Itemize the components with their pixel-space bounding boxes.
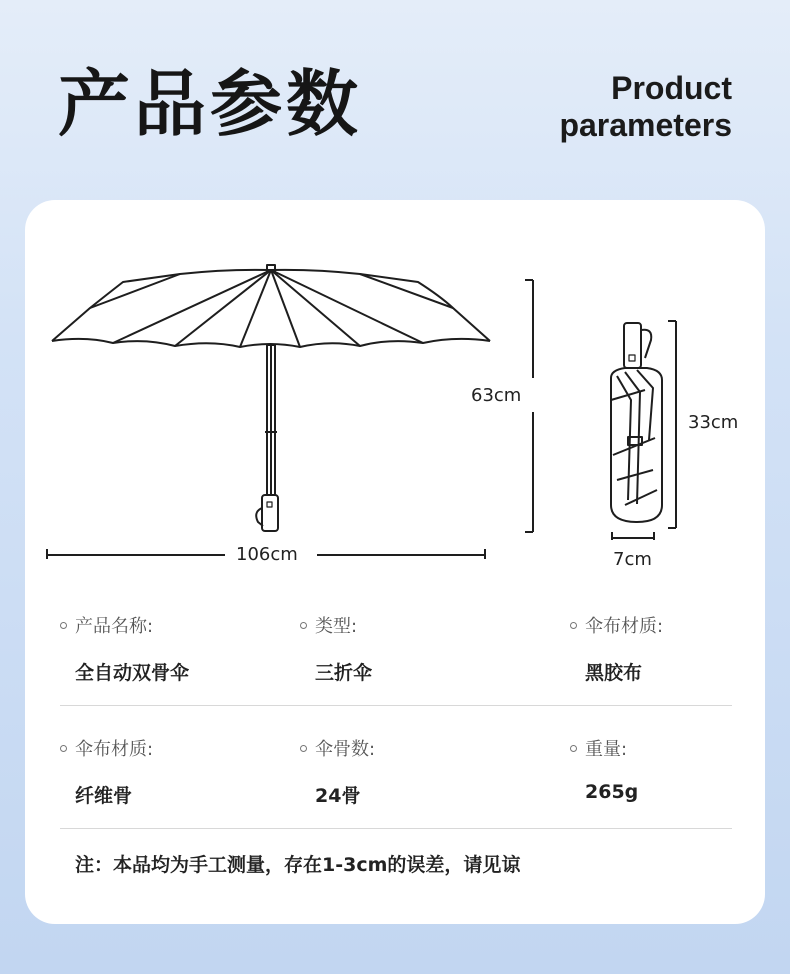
spec-rib-material bbox=[60, 735, 153, 808]
bullet-icon bbox=[300, 745, 307, 752]
bullet-icon bbox=[60, 745, 67, 752]
spec-label: 伞骨数: bbox=[315, 739, 376, 760]
title-en-line2: parameters bbox=[559, 107, 732, 143]
open-umbrella-icon bbox=[52, 265, 490, 531]
spec-canopy-material bbox=[570, 612, 663, 685]
spec-rib-count bbox=[300, 735, 375, 808]
bullet-icon bbox=[300, 622, 307, 629]
open-height-label: 63cm bbox=[471, 385, 522, 406]
spec-label: 伞布材质: bbox=[585, 616, 664, 637]
spec-label: 重量: bbox=[585, 739, 628, 760]
spec-product-name bbox=[60, 612, 189, 685]
bullet-icon bbox=[570, 745, 577, 752]
spec-weight bbox=[570, 735, 638, 803]
folded-height-label: 33cm bbox=[688, 412, 739, 433]
umbrella-diagram-svg bbox=[25, 200, 765, 600]
spec-value: 265g bbox=[585, 781, 639, 803]
page-title-en bbox=[559, 70, 732, 144]
open-width-label: 106cm bbox=[236, 544, 298, 565]
bullet-icon bbox=[570, 622, 577, 629]
spec-value: 24骨 bbox=[315, 785, 361, 807]
spec-label: 产品名称: bbox=[75, 616, 154, 637]
spec-label: 伞布材质: bbox=[75, 739, 154, 760]
folded-width-label: 7cm bbox=[613, 549, 652, 570]
folded-height-dimension-line bbox=[668, 321, 676, 528]
height-dimension-line bbox=[525, 280, 533, 532]
divider bbox=[60, 705, 732, 706]
page-title-cn: 产品参数 bbox=[58, 62, 363, 146]
bullet-icon bbox=[60, 622, 67, 629]
folded-width-dimension-line bbox=[612, 532, 654, 540]
parameters-card bbox=[25, 200, 765, 924]
spec-value: 纤维骨 bbox=[75, 785, 133, 807]
spec-value: 三折伞 bbox=[315, 662, 373, 684]
spec-label: 类型: bbox=[315, 616, 358, 637]
spec-value: 全自动双骨伞 bbox=[75, 662, 190, 684]
divider bbox=[60, 828, 732, 829]
spec-value: 黑胶布 bbox=[585, 662, 643, 684]
folded-umbrella-icon bbox=[611, 323, 662, 522]
title-en-line1: Product bbox=[611, 70, 732, 106]
spec-type bbox=[300, 612, 372, 685]
umbrella-dimension-diagram bbox=[25, 200, 765, 600]
measurement-note: 注：本品均为手工测量，存在1-3cm的误差，请见谅 bbox=[75, 854, 521, 876]
